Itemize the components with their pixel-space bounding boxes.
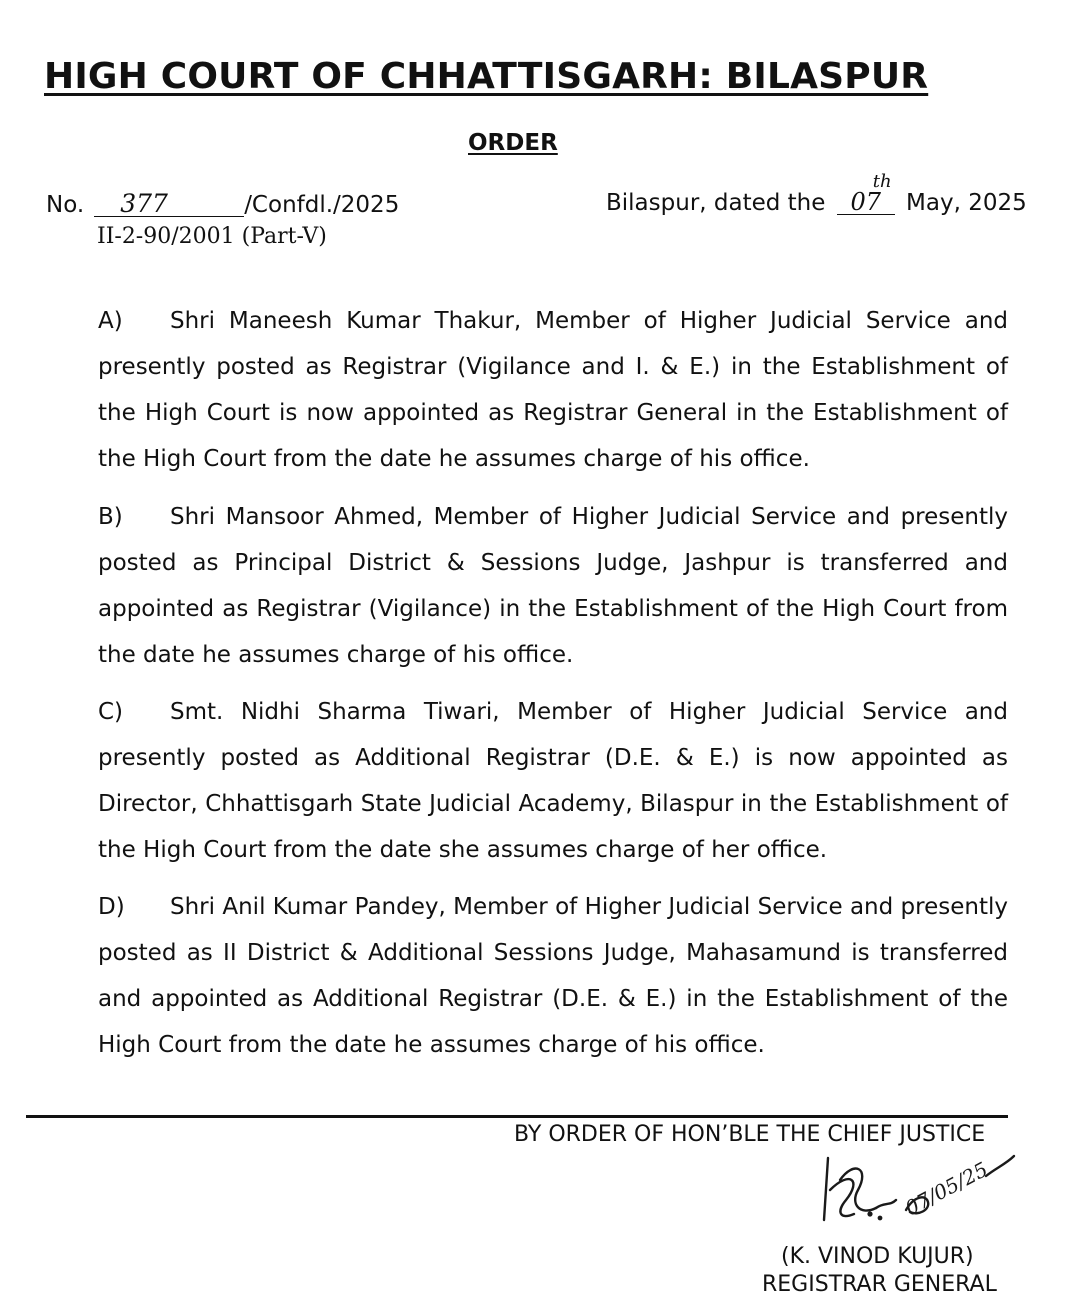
court-title: HIGH COURT OF CHHATTISGARH: BILASPUR (44, 56, 929, 97)
by-order-line: BY ORDER OF HON’BLE THE CHIEF JUSTICE (514, 1122, 986, 1147)
dateline-day (837, 171, 895, 216)
dateline-month-year: May, 2025 (906, 190, 1027, 216)
paragraph-label: B) (98, 504, 123, 530)
order-number-line (46, 189, 400, 218)
paragraph-label: D) (98, 894, 125, 920)
paragraph-label: A) (98, 308, 123, 334)
paragraph-a (98, 298, 1008, 482)
dateline-day-value: 07 (850, 188, 881, 216)
file-number: II-2-90/2001 (Part-V) (97, 224, 327, 249)
order-heading: ORDER (468, 130, 558, 156)
signatory-designation: REGISTRAR GENERAL (762, 1272, 997, 1297)
paragraph-label: C) (98, 699, 124, 725)
divider-rule (26, 1115, 1008, 1118)
order-number-value: 377 (94, 192, 244, 217)
paragraph-d (98, 884, 1008, 1068)
order-number-label: No. (46, 192, 85, 218)
dateline (606, 171, 1027, 216)
paragraph-b (98, 494, 1008, 678)
paragraph-text: Shri Anil Kumar Pandey, Member of Higher Judicial Service and presently posted as II District & Additional Sessions Judge, Mahasamund is transferred and appointed as Additional Registrar (D.E. & E.) in the Establishment of the High Court from the date he assumes charge of his office. (98, 894, 1008, 1058)
dateline-day-suffix: th (872, 171, 892, 192)
dateline-prefix: Bilaspur, dated the (606, 190, 826, 216)
signatory-name: (K. VINOD KUJUR) (781, 1244, 974, 1269)
handwritten-signature (810, 1150, 1020, 1240)
paragraph-c (98, 689, 1008, 873)
order-number-suffix: /Confdl./2025 (244, 192, 400, 218)
paragraph-text: Smt. Nidhi Sharma Tiwari, Member of Higher Judicial Service and presently posted as Additional Registrar (D.E. & E.) is now appointed as Director, Chhattisgarh State Judicial Academy, Bilaspur in the Establishment of the High Court from the date she assumes charge of her office. (98, 699, 1008, 863)
signature-date: 07/05/25 (901, 1157, 992, 1221)
paragraph-text: Shri Mansoor Ahmed, Member of Higher Judicial Service and presently posted as Principal District & Sessions Judge, Jashpur is transferred and appointed as Registrar (Vigilance) in the Establishment of the High Court from the date he assumes charge of his office. (98, 504, 1008, 668)
paragraph-text: Shri Maneesh Kumar Thakur, Member of Higher Judicial Service and presently posted as Registrar (Vigilance and I. & E.) in the Establishment of the High Court is now appointed as Registrar General in the Establishment of the High Court from the date he assumes charge of his office. (98, 308, 1008, 472)
